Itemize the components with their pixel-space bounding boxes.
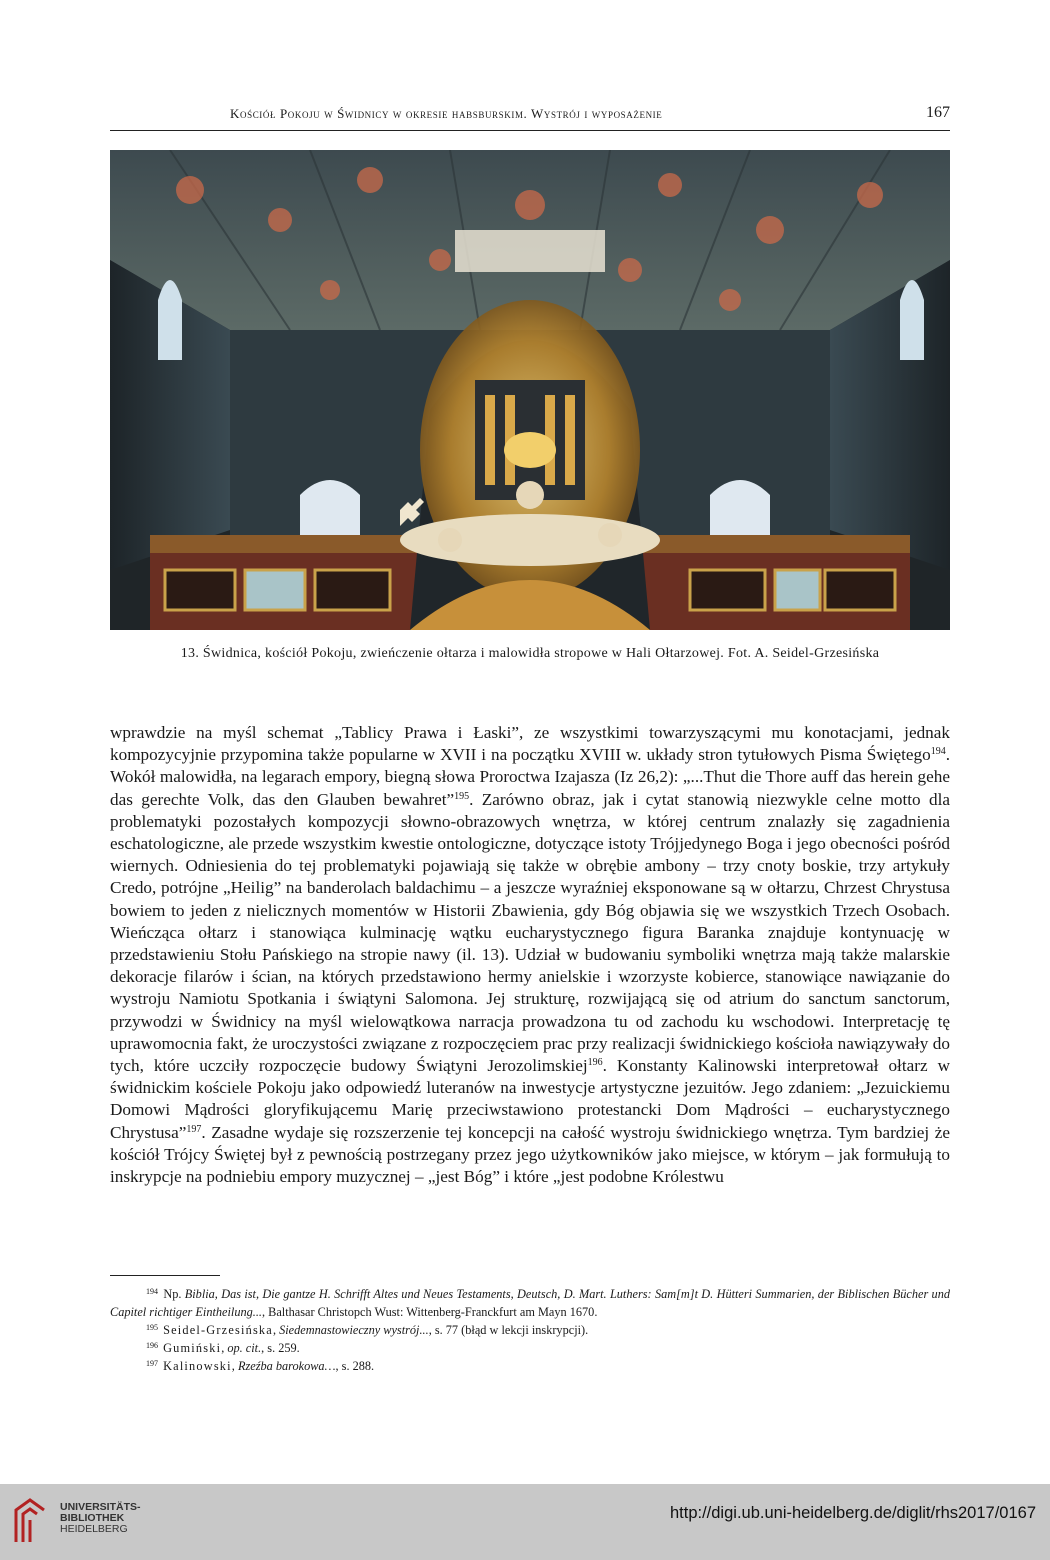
footnote-197 xyxy=(110,1357,950,1375)
footnote-rest: , s. 259. xyxy=(261,1341,300,1355)
running-header xyxy=(110,104,950,131)
running-title: Kościół Pokoju w Świdnicy w okresie habsburskim. Wystrój i wyposażenie xyxy=(230,106,663,121)
library-name xyxy=(60,1502,141,1535)
footnote-separator: , xyxy=(231,1359,238,1373)
footnote-title: Siedemnastowieczny wystrój... xyxy=(279,1323,429,1337)
library-name-line: UNIVERSITÄTS- xyxy=(60,1501,141,1513)
footnote-194 xyxy=(110,1285,950,1321)
body-text xyxy=(110,722,950,1188)
body-paragraph xyxy=(110,722,950,1188)
footnote-separator: , xyxy=(272,1323,280,1337)
footnote-ref: 197 xyxy=(186,1123,202,1135)
figure-13-photo xyxy=(110,150,950,630)
heidelberg-library-logo-icon xyxy=(12,1496,48,1546)
footnote-rest: , s. 77 (błąd w lekcji inskrypcji). xyxy=(428,1323,589,1337)
footnote-number: 197 xyxy=(146,1359,158,1368)
footnote-number: 195 xyxy=(146,1323,158,1332)
footnote-author: Kalinowski xyxy=(163,1359,232,1373)
text-segment: . Zarówno obraz, jak i cytat stanowią niezwykle celne motto dla problematyki pozostałych kompozycji słowno-obrazowych wnętrza, w której centrum znalazły się zagadnienia eschatologiczne, ale przede wszystkim kwestie ontologiczne, dotyczące istoty Trójjedynego Boga i jego obecności pośród wiernych. Odniesienia do tej problematyki pojawiają się także w obrębie ambony – trzy cnoty boskie, trzy artykuły Credo, potrójne „Heilig” na banderolach baldachimu – a jeszcze wyraźniej eksponowane są w ołtarzu, Chrzest Chrystusa bowiem to jeden z nielicznych momentów w Historii Zbawienia, gdy Bóg objawia się we wszystkich Trzech Osobach. Wieńcząca ołtarz i stanowiąca kulminację wątku eucharystycznego figura Baranka znajduje kontynuację w przedstawieniu Stołu Pańskiego na stropie nawy (il. 13). Udział w budowaniu symboliki wnętrza mają także malarskie dekoracje filarów i ścian, na których przedstawiono hermy anielskie i wzorzyste kobierce, stanowiące nawiązanie do wystroju Namiotu Spotkania i świątyni Salomona. Jej strukturę, rozwijającą się od atrium do sanctum sanctorum, przywodzi w Świdnicy na myśl wielowątkowa narracja prowadzona tu od zachodu ku wschodowi. Interpretację tę uprawomocnia fakt, że uroczystości związane z rozpoczęciem prac przy realizacji świdnickiego kościoła nawiązywały do tych, które uczciły rozpoczęcie budowy Świątyni Jerozolimskiej xyxy=(110,789,950,1076)
text-segment: . Wokół malowidła, na legarach empory, biegną słowa Proroctwa Izajasza (Iz 26,2): „...Thut die Thore auff das herein gehe das gerechte Volk, das den Glauben bewahret” xyxy=(110,745,950,809)
footnote-ref: 195 xyxy=(454,790,470,802)
footnote-rest: , Balthasar Christopch Wust: Wittenberg-Franckfurt am Mayn 1670. xyxy=(262,1305,598,1319)
library-name-line: HEIDELBERG xyxy=(60,1523,128,1535)
footnote-ref: 194 xyxy=(930,746,946,758)
altar-photo-illustration xyxy=(110,150,950,630)
footnote-ref: 196 xyxy=(587,1057,603,1069)
text-segment: . Zasadne wydaje się rozszerzenie tej koncepcji na całość wystroju świdnickiego wnętrza. Tym bardziej że kościół Trójcy Świętej był z pewnością postrzegany przez jego użytkowników jako miejsce, w którym – jak formułują to inskrypcje na podniebiu empory muzycznej – „jest Bóg” i które „jest podobne Królestwu xyxy=(110,1122,950,1187)
footnote-195 xyxy=(110,1321,950,1339)
footnote-rest: , s. 288. xyxy=(335,1359,375,1373)
library-name-line: BIBLIOTHEK xyxy=(60,1512,125,1524)
footnote-number: 196 xyxy=(146,1341,158,1350)
text-segment: wprawdzie na myśl schemat „Tablicy Prawa i Łaski”, ze wszystkimi towarzyszącymi mu konotacjami, jednak kompozycyjnie przypomina także popularne w XVII i na początku XVIII w. układy stron tytułowych Pisma Świętego xyxy=(110,723,950,765)
footnote-title: Biblia, Das ist, Die gantze H. Schrifft Altes und Neues Testaments, Deutsch, D. Mart. Luthers: Sam[m]t D. Hütteri Summarien, der Biblischen Bücher und Capitel richtiger Eintheilung... xyxy=(110,1287,951,1319)
footnote-author: Gumiński xyxy=(163,1341,222,1355)
footnote-number: 194 xyxy=(146,1287,158,1296)
digitization-footer xyxy=(0,1484,1050,1560)
figure-caption: 13. Świdnica, kościół Pokoju, zwieńczenie ołtarza i malowidła stropowe w Hali Ołtarzowej. Fot. A. Seidel-Grzesińska xyxy=(180,646,880,661)
footnotes xyxy=(110,1285,950,1375)
footnote-title: op. cit. xyxy=(227,1341,262,1355)
footnote-prefix: Np. xyxy=(163,1287,185,1301)
footnote-separator: , xyxy=(221,1341,228,1355)
footnote-divider xyxy=(110,1275,220,1276)
source-url-link[interactable]: http://digi.ub.uni-heidelberg.de/diglit/rhs2017/0167 xyxy=(669,1504,1036,1522)
footnote-author: Seidel-Grzesińska xyxy=(163,1323,273,1337)
text-segment: . Konstanty Kalinowski interpretował ołtarz w świdnickim kościele Pokoju jako odpowiedź luteranów na inwestycje artystyczne jezuitów. Jego zdaniem: „Jezuickiemu Domowi Mądrości gloryfikującemu Marię przeciwstawiono protestancki Dom Mądrości – eucharystycznego Chrystusa” xyxy=(110,1056,950,1142)
footnote-title: Rzeźba barokowa… xyxy=(237,1359,336,1373)
page-number: 167 xyxy=(926,104,950,121)
footnote-196 xyxy=(110,1339,950,1357)
